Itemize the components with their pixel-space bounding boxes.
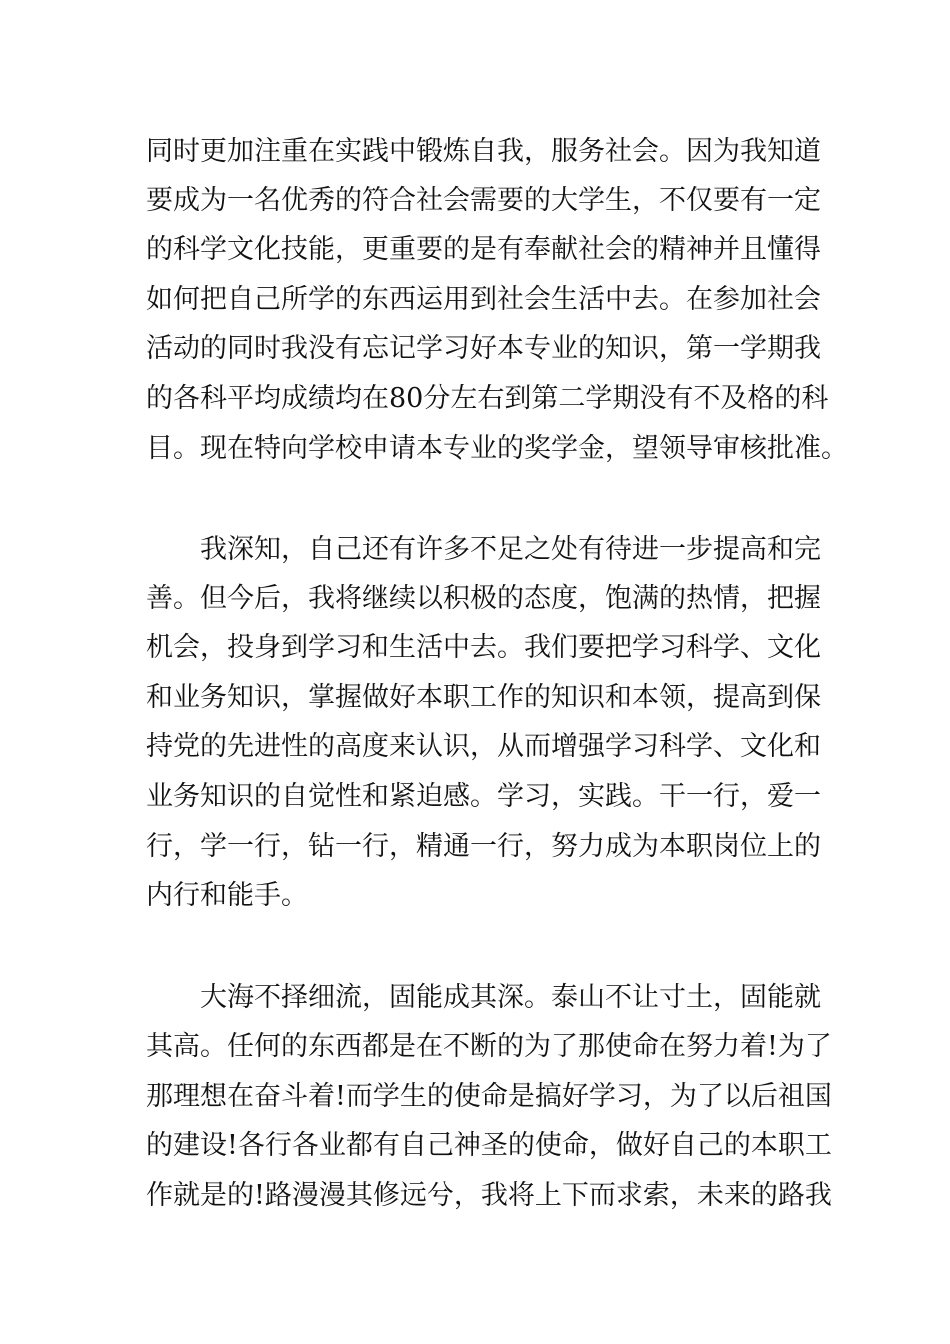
text-line: 要成为一名优秀的符合社会需要的大学生，不仅要有一定 xyxy=(146,185,821,216)
text-line: 机会，投身到学习和生活中去。我们要把学习科学、文化 xyxy=(146,632,821,663)
text-line: 活动的同时我没有忘记学习好本专业的知识，第一学期我 xyxy=(146,333,821,364)
text-line: 那理想在奋斗着!而学生的使命是搞好学习，为了以后祖国 xyxy=(146,1081,832,1112)
text-line: 我深知，自己还有许多不足之处有待进一步提高和完 xyxy=(146,534,821,565)
text-line: 目。现在特向学校申请本专业的奖学金，望领导审核批准。 xyxy=(146,433,848,464)
text-line: 持党的先进性的高度来认识，从而增强学习科学、文化和 xyxy=(146,731,821,762)
text-line: 业务知识的自觉性和紧迫感。学习，实践。干一行，爱一 xyxy=(146,781,821,812)
text-line: 和业务知识，掌握做好本职工作的知识和本领，提高到保 xyxy=(146,682,821,713)
text-line: 同时更加注重在实践中锻炼自我，服务社会。因为我知道 xyxy=(146,136,821,167)
text-line: 大海不择细流，固能成其深。泰山不让寸土，固能就 xyxy=(146,982,821,1013)
text-line: 善。但今后，我将继续以积极的态度，饱满的热情，把握 xyxy=(146,583,821,614)
text-line: 如何把自己所学的东西运用到社会生活中去。在参加社会 xyxy=(146,284,821,315)
text-line: 作就是的!路漫漫其修远兮，我将上下而求索，未来的路我 xyxy=(146,1180,832,1211)
text-line: 的建设!各行各业都有自己神圣的使命，做好自己的本职工 xyxy=(146,1130,832,1161)
text-line: 的科学文化技能，更重要的是有奉献社会的精神并且懂得 xyxy=(146,234,821,265)
text-line: 的各科平均成绩均在80分左右到第二学期没有不及格的科 xyxy=(146,383,829,414)
text-line: 内行和能手。 xyxy=(146,880,308,911)
text-line: 行，学一行，钻一行，精通一行，努力成为本职岗位上的 xyxy=(146,831,821,862)
text-line: 其高。任何的东西都是在不断的为了那使命在努力着!为了 xyxy=(146,1031,832,1062)
